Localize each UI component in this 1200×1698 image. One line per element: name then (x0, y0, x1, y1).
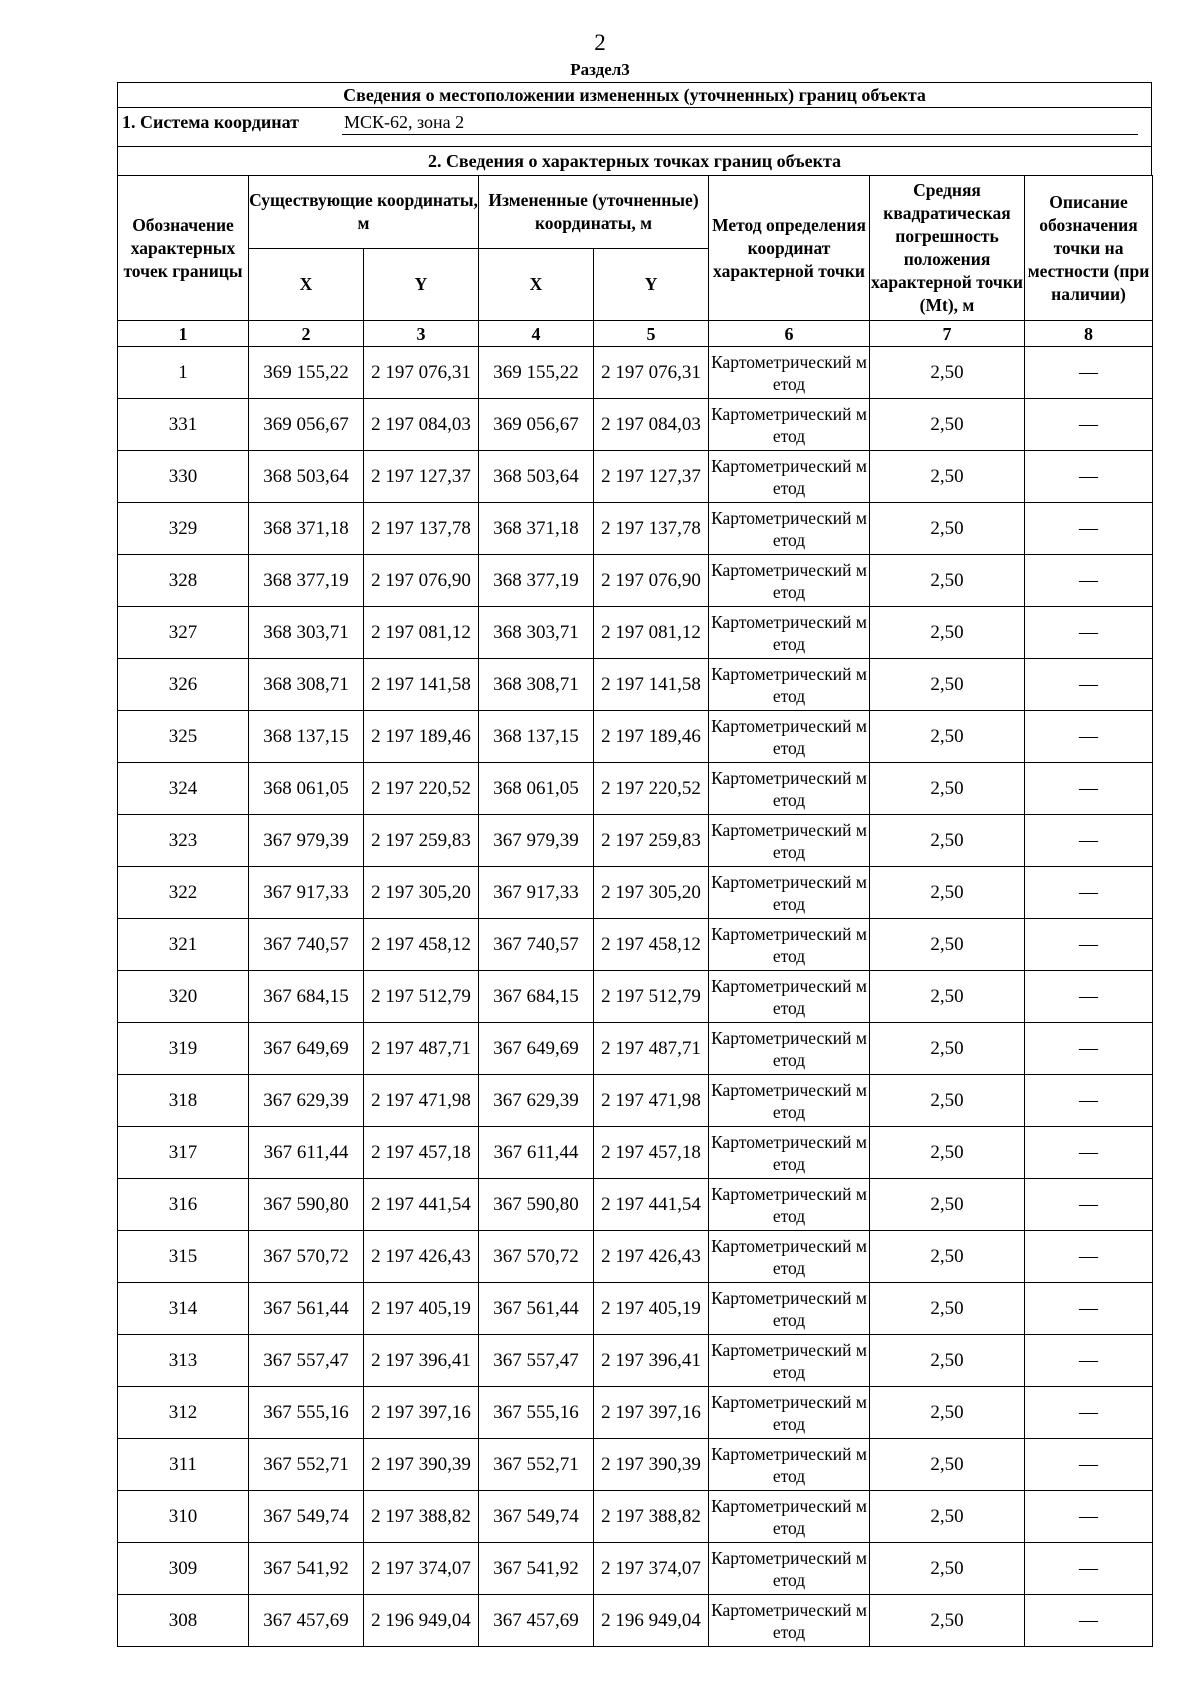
description-cell: — (1025, 607, 1153, 659)
point-id-cell: 328 (118, 555, 249, 607)
point-id-cell: 329 (118, 503, 249, 555)
changed-y-cell: 2 197 458,12 (594, 919, 709, 971)
method-cell: Картометрический метод (709, 1231, 870, 1283)
existing-x-cell: 369 155,22 (249, 347, 364, 399)
changed-x-cell: 367 557,47 (479, 1335, 594, 1387)
existing-y-cell: 2 197 405,19 (364, 1283, 479, 1335)
error-cell: 2,50 (870, 1283, 1025, 1335)
point-id-cell: 330 (118, 451, 249, 503)
changed-y-cell: 2 197 374,07 (594, 1543, 709, 1595)
point-id-cell: 322 (118, 867, 249, 919)
existing-y-cell: 2 197 426,43 (364, 1231, 479, 1283)
table-row (118, 1543, 1153, 1595)
changed-y-cell: 2 197 220,52 (594, 763, 709, 815)
method-cell: Картометрический метод (709, 1179, 870, 1231)
changed-x-cell: 367 740,57 (479, 919, 594, 971)
table-row (118, 1387, 1153, 1439)
changed-x-cell: 367 541,92 (479, 1543, 594, 1595)
table-body (118, 347, 1153, 1647)
existing-y-cell: 2 197 390,39 (364, 1439, 479, 1491)
changed-x-cell: 368 061,05 (479, 763, 594, 815)
existing-x-cell: 367 457,69 (249, 1595, 364, 1647)
table-row (118, 1023, 1153, 1075)
error-cell: 2,50 (870, 1335, 1025, 1387)
changed-x-cell: 368 308,71 (479, 659, 594, 711)
column-number: 1 (118, 321, 249, 347)
existing-y-cell: 2 197 141,58 (364, 659, 479, 711)
header-error: Средняя квадратическая погрешность положения характерной точки (Mt), м (870, 176, 1025, 321)
method-cell: Картометрический метод (709, 451, 870, 503)
error-cell: 2,50 (870, 347, 1025, 399)
error-cell: 2,50 (870, 1491, 1025, 1543)
changed-y-cell: 2 197 457,18 (594, 1127, 709, 1179)
header-changed-x: X (479, 249, 594, 321)
error-cell: 2,50 (870, 763, 1025, 815)
boundary-points-table (117, 175, 1153, 1647)
changed-x-cell: 367 979,39 (479, 815, 594, 867)
existing-y-cell: 2 197 076,90 (364, 555, 479, 607)
error-cell: 2,50 (870, 451, 1025, 503)
method-cell: Картометрический метод (709, 1283, 870, 1335)
existing-x-cell: 367 629,39 (249, 1075, 364, 1127)
method-cell: Картометрический метод (709, 555, 870, 607)
header-method: Метод определения координат характерной точки (709, 176, 870, 321)
existing-x-cell: 367 649,69 (249, 1023, 364, 1075)
existing-x-cell: 368 303,71 (249, 607, 364, 659)
point-id-cell: 313 (118, 1335, 249, 1387)
coordinate-system-value: МСК-62, зона 2 (342, 111, 1138, 135)
header-existing-y: Y (364, 249, 479, 321)
point-id-cell: 326 (118, 659, 249, 711)
changed-x-cell: 367 611,44 (479, 1127, 594, 1179)
changed-x-cell: 368 303,71 (479, 607, 594, 659)
changed-y-cell: 2 197 305,20 (594, 867, 709, 919)
error-cell: 2,50 (870, 659, 1025, 711)
point-id-cell: 314 (118, 1283, 249, 1335)
existing-x-cell: 367 684,15 (249, 971, 364, 1023)
description-cell: — (1025, 1231, 1153, 1283)
changed-y-cell: 2 197 388,82 (594, 1491, 709, 1543)
error-cell: 2,50 (870, 711, 1025, 763)
existing-y-cell: 2 197 084,03 (364, 399, 479, 451)
existing-x-cell: 368 308,71 (249, 659, 364, 711)
changed-y-cell: 2 197 397,16 (594, 1387, 709, 1439)
existing-y-cell: 2 197 374,07 (364, 1543, 479, 1595)
existing-y-cell: 2 197 137,78 (364, 503, 479, 555)
existing-y-cell: 2 197 189,46 (364, 711, 479, 763)
changed-y-cell: 2 197 137,78 (594, 503, 709, 555)
header-point: Обозначение характерных точек границы (118, 176, 249, 321)
point-id-cell: 321 (118, 919, 249, 971)
description-cell: — (1025, 711, 1153, 763)
description-cell: — (1025, 1387, 1153, 1439)
existing-y-cell: 2 197 081,12 (364, 607, 479, 659)
method-cell: Картометрический метод (709, 763, 870, 815)
changed-y-cell: 2 197 259,83 (594, 815, 709, 867)
error-cell: 2,50 (870, 607, 1025, 659)
existing-x-cell: 367 541,92 (249, 1543, 364, 1595)
changed-x-cell: 367 570,72 (479, 1231, 594, 1283)
error-cell: 2,50 (870, 1595, 1025, 1647)
table-row (118, 1335, 1153, 1387)
page-number: 2 (594, 30, 606, 55)
changed-x-cell: 369 056,67 (479, 399, 594, 451)
table-title: Сведения о местоположении измененных (уточненных) границ объекта (117, 82, 1152, 108)
existing-x-cell: 368 371,18 (249, 503, 364, 555)
method-cell: Картометрический метод (709, 1595, 870, 1647)
changed-x-cell: 367 917,33 (479, 867, 594, 919)
description-cell: — (1025, 399, 1153, 451)
existing-x-cell: 367 549,74 (249, 1491, 364, 1543)
point-id-cell: 308 (118, 1595, 249, 1647)
table-row (118, 1127, 1153, 1179)
changed-x-cell: 367 649,69 (479, 1023, 594, 1075)
existing-x-cell: 367 570,72 (249, 1231, 364, 1283)
changed-x-cell: 368 503,64 (479, 451, 594, 503)
error-cell: 2,50 (870, 1075, 1025, 1127)
description-cell: — (1025, 1439, 1153, 1491)
table-row (118, 451, 1153, 503)
description-cell: — (1025, 1283, 1153, 1335)
point-id-cell: 310 (118, 1491, 249, 1543)
existing-y-cell: 2 197 388,82 (364, 1491, 479, 1543)
changed-y-cell: 2 197 084,03 (594, 399, 709, 451)
point-id-cell: 317 (118, 1127, 249, 1179)
description-cell: — (1025, 1023, 1153, 1075)
method-cell: Картометрический метод (709, 503, 870, 555)
changed-y-cell: 2 197 405,19 (594, 1283, 709, 1335)
error-cell: 2,50 (870, 971, 1025, 1023)
description-cell: — (1025, 1127, 1153, 1179)
table-row (118, 659, 1153, 711)
description-cell: — (1025, 1335, 1153, 1387)
table-row (118, 1439, 1153, 1491)
changed-y-cell: 2 197 127,37 (594, 451, 709, 503)
changed-y-cell: 2 196 949,04 (594, 1595, 709, 1647)
point-id-cell: 315 (118, 1231, 249, 1283)
changed-x-cell: 368 137,15 (479, 711, 594, 763)
error-cell: 2,50 (870, 1231, 1025, 1283)
method-cell: Картометрический метод (709, 711, 870, 763)
table-row (118, 555, 1153, 607)
description-cell: — (1025, 971, 1153, 1023)
existing-y-cell: 2 197 441,54 (364, 1179, 479, 1231)
changed-x-cell: 367 684,15 (479, 971, 594, 1023)
error-cell: 2,50 (870, 1387, 1025, 1439)
table-row (118, 1595, 1153, 1647)
changed-x-cell: 368 377,19 (479, 555, 594, 607)
method-cell: Картометрический метод (709, 607, 870, 659)
error-cell: 2,50 (870, 1023, 1025, 1075)
existing-x-cell: 367 917,33 (249, 867, 364, 919)
point-id-cell: 319 (118, 1023, 249, 1075)
column-number: 3 (364, 321, 479, 347)
description-cell: — (1025, 503, 1153, 555)
point-id-cell: 331 (118, 399, 249, 451)
existing-x-cell: 368 503,64 (249, 451, 364, 503)
table-row (118, 763, 1153, 815)
existing-y-cell: 2 197 127,37 (364, 451, 479, 503)
error-cell: 2,50 (870, 1127, 1025, 1179)
point-id-cell: 325 (118, 711, 249, 763)
error-cell: 2,50 (870, 815, 1025, 867)
existing-x-cell: 367 555,16 (249, 1387, 364, 1439)
changed-y-cell: 2 197 487,71 (594, 1023, 709, 1075)
table-row (118, 399, 1153, 451)
existing-x-cell: 367 552,71 (249, 1439, 364, 1491)
changed-x-cell: 369 155,22 (479, 347, 594, 399)
description-cell: — (1025, 1595, 1153, 1647)
existing-x-cell: 368 137,15 (249, 711, 364, 763)
method-cell: Картометрический метод (709, 1075, 870, 1127)
method-cell: Картометрический метод (709, 971, 870, 1023)
column-number: 5 (594, 321, 709, 347)
existing-y-cell: 2 197 305,20 (364, 867, 479, 919)
existing-x-cell: 367 611,44 (249, 1127, 364, 1179)
error-cell: 2,50 (870, 1543, 1025, 1595)
changed-y-cell: 2 197 426,43 (594, 1231, 709, 1283)
existing-y-cell: 2 197 512,79 (364, 971, 479, 1023)
error-cell: 2,50 (870, 919, 1025, 971)
changed-y-cell: 2 197 076,90 (594, 555, 709, 607)
changed-x-cell: 367 561,44 (479, 1283, 594, 1335)
description-cell: — (1025, 867, 1153, 919)
existing-y-cell: 2 197 396,41 (364, 1335, 479, 1387)
point-id-cell: 312 (118, 1387, 249, 1439)
point-id-cell: 316 (118, 1179, 249, 1231)
table-row (118, 815, 1153, 867)
description-cell: — (1025, 347, 1153, 399)
points-subtitle: 2. Сведения о характерных точках границ объекта (117, 146, 1152, 176)
description-cell: — (1025, 1491, 1153, 1543)
changed-x-cell: 367 629,39 (479, 1075, 594, 1127)
column-number: 6 (709, 321, 870, 347)
existing-y-cell: 2 196 949,04 (364, 1595, 479, 1647)
method-cell: Картометрический метод (709, 1491, 870, 1543)
error-cell: 2,50 (870, 503, 1025, 555)
point-id-cell: 324 (118, 763, 249, 815)
existing-x-cell: 367 590,80 (249, 1179, 364, 1231)
header-existing-x: X (249, 249, 364, 321)
point-id-cell: 1 (118, 347, 249, 399)
existing-x-cell: 367 557,47 (249, 1335, 364, 1387)
error-cell: 2,50 (870, 399, 1025, 451)
column-number: 8 (1025, 321, 1153, 347)
table-row (118, 1491, 1153, 1543)
changed-y-cell: 2 197 471,98 (594, 1075, 709, 1127)
table-row (118, 1179, 1153, 1231)
existing-y-cell: 2 197 397,16 (364, 1387, 479, 1439)
changed-y-cell: 2 197 141,58 (594, 659, 709, 711)
existing-x-cell: 368 061,05 (249, 763, 364, 815)
table-row (118, 867, 1153, 919)
description-cell: — (1025, 1543, 1153, 1595)
existing-y-cell: 2 197 458,12 (364, 919, 479, 971)
existing-y-cell: 2 197 471,98 (364, 1075, 479, 1127)
description-cell: — (1025, 1075, 1153, 1127)
existing-x-cell: 367 979,39 (249, 815, 364, 867)
point-id-cell: 311 (118, 1439, 249, 1491)
existing-x-cell: 367 561,44 (249, 1283, 364, 1335)
existing-y-cell: 2 197 457,18 (364, 1127, 479, 1179)
error-cell: 2,50 (870, 1179, 1025, 1231)
changed-y-cell: 2 197 512,79 (594, 971, 709, 1023)
method-cell: Картометрический метод (709, 1023, 870, 1075)
error-cell: 2,50 (870, 867, 1025, 919)
description-cell: — (1025, 919, 1153, 971)
method-cell: Картометрический метод (709, 399, 870, 451)
point-id-cell: 323 (118, 815, 249, 867)
table-row (118, 347, 1153, 399)
table-row (118, 503, 1153, 555)
changed-x-cell: 368 371,18 (479, 503, 594, 555)
changed-y-cell: 2 197 390,39 (594, 1439, 709, 1491)
method-cell: Картометрический метод (709, 347, 870, 399)
changed-y-cell: 2 197 081,12 (594, 607, 709, 659)
method-cell: Картометрический метод (709, 919, 870, 971)
method-cell: Картометрический метод (709, 1439, 870, 1491)
changed-x-cell: 367 457,69 (479, 1595, 594, 1647)
changed-y-cell: 2 197 076,31 (594, 347, 709, 399)
existing-y-cell: 2 197 259,83 (364, 815, 479, 867)
method-cell: Картометрический метод (709, 1387, 870, 1439)
description-cell: — (1025, 659, 1153, 711)
changed-x-cell: 367 555,16 (479, 1387, 594, 1439)
column-number: 7 (870, 321, 1025, 347)
changed-y-cell: 2 197 396,41 (594, 1335, 709, 1387)
method-cell: Картометрический метод (709, 1335, 870, 1387)
existing-y-cell: 2 197 487,71 (364, 1023, 479, 1075)
point-id-cell: 309 (118, 1543, 249, 1595)
existing-x-cell: 368 377,19 (249, 555, 364, 607)
error-cell: 2,50 (870, 555, 1025, 607)
description-cell: — (1025, 451, 1153, 503)
table-row (118, 711, 1153, 763)
table-row (118, 971, 1153, 1023)
table-row (118, 1075, 1153, 1127)
point-id-cell: 318 (118, 1075, 249, 1127)
changed-x-cell: 367 552,71 (479, 1439, 594, 1491)
column-number: 4 (479, 321, 594, 347)
description-cell: — (1025, 1179, 1153, 1231)
existing-x-cell: 367 740,57 (249, 919, 364, 971)
point-id-cell: 327 (118, 607, 249, 659)
existing-y-cell: 2 197 076,31 (364, 347, 479, 399)
coordinate-system-label: 1. Система координат (122, 112, 299, 132)
method-cell: Картометрический метод (709, 659, 870, 711)
table-row (118, 919, 1153, 971)
changed-x-cell: 367 590,80 (479, 1179, 594, 1231)
point-id-cell: 320 (118, 971, 249, 1023)
existing-y-cell: 2 197 220,52 (364, 763, 479, 815)
table-row (118, 607, 1153, 659)
header-changed-coordinates: Измененные (уточненные) координаты, м (479, 176, 709, 249)
method-cell: Картометрический метод (709, 815, 870, 867)
method-cell: Картометрический метод (709, 1127, 870, 1179)
existing-x-cell: 369 056,67 (249, 399, 364, 451)
changed-y-cell: 2 197 441,54 (594, 1179, 709, 1231)
error-cell: 2,50 (870, 1439, 1025, 1491)
coordinate-system-row (117, 107, 1152, 147)
header-description: Описание обозначения точки на местности (при наличии) (1025, 176, 1153, 321)
section-title: Раздел3 (570, 60, 630, 79)
header-changed-y: Y (594, 249, 709, 321)
header-existing-coordinates: Существующие координаты, м (249, 176, 479, 249)
table-row (118, 1283, 1153, 1335)
column-number: 2 (249, 321, 364, 347)
changed-x-cell: 367 549,74 (479, 1491, 594, 1543)
table-row (118, 1231, 1153, 1283)
method-cell: Картометрический метод (709, 1543, 870, 1595)
description-cell: — (1025, 763, 1153, 815)
changed-y-cell: 2 197 189,46 (594, 711, 709, 763)
description-cell: — (1025, 815, 1153, 867)
method-cell: Картометрический метод (709, 867, 870, 919)
description-cell: — (1025, 555, 1153, 607)
